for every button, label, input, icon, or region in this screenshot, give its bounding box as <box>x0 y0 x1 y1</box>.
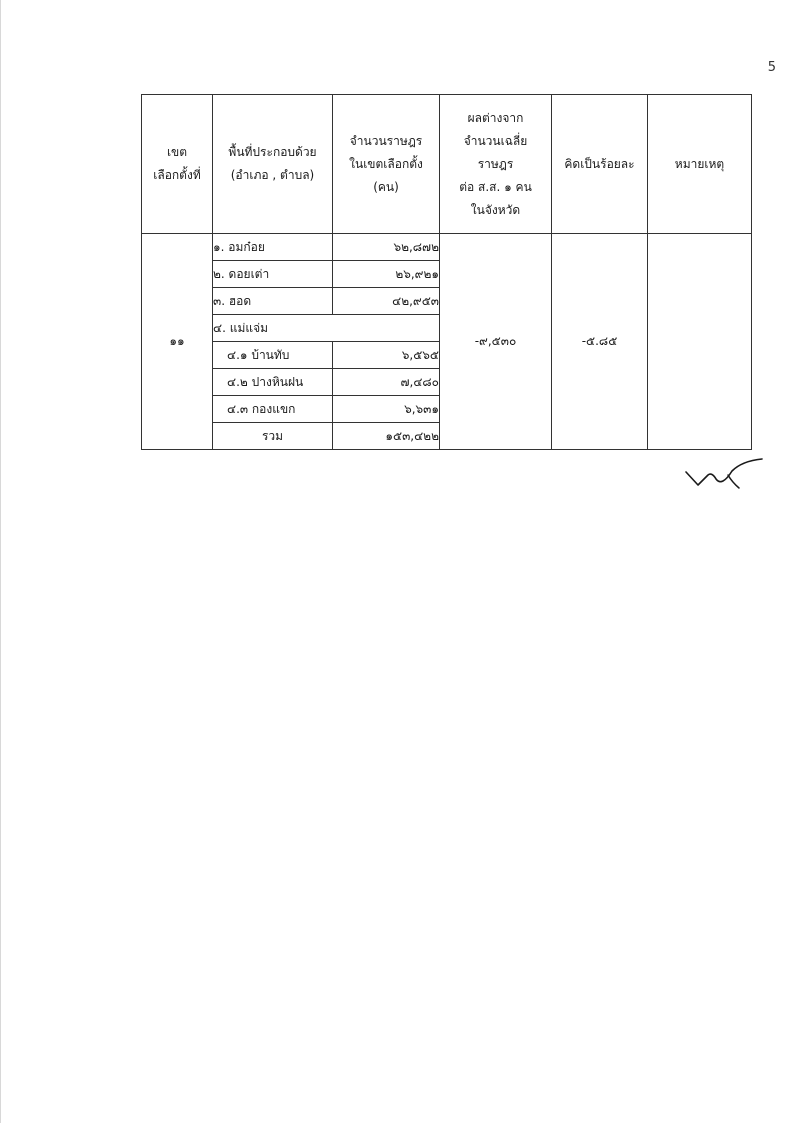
header-percent: คิดเป็นร้อยละ <box>552 95 648 234</box>
subarea-cell: ๔.๑ บ้านทับ <box>213 342 333 369</box>
population-cell: ๔๒,๙๕๓ <box>333 288 440 315</box>
total-label: รวม <box>213 423 333 450</box>
area-cell: ๓. ฮอด <box>213 288 333 315</box>
signature-mark <box>682 455 766 495</box>
table-row <box>142 234 752 261</box>
district-number-cell: ๑๑ <box>142 234 213 450</box>
area-cell: ๒. ดอยเต่า <box>213 261 333 288</box>
population-cell: ๒๖,๙๒๑ <box>333 261 440 288</box>
header-row <box>142 95 752 234</box>
header-district: เขต เลือกตั้งที่ <box>142 95 213 234</box>
total-value: ๑๕๓,๔๒๒ <box>333 423 440 450</box>
subarea-cell: ๔.๒ ปางหินฝน <box>213 369 333 396</box>
subarea-cell: ๔.๓ กองแขก <box>213 396 333 423</box>
area-cell: ๑. อมก๋อย <box>213 234 333 261</box>
population-cell: ๖,๖๓๑ <box>333 396 440 423</box>
population-cell: ๖,๕๖๕ <box>333 342 440 369</box>
percent-cell: -๕.๘๕ <box>552 234 648 450</box>
header-population: จำนวนราษฎร ในเขตเลือกตั้ง (คน) <box>333 95 440 234</box>
difference-cell: -๙,๕๓๐ <box>440 234 552 450</box>
district-table <box>141 94 752 450</box>
remark-cell <box>648 234 752 450</box>
page-left-edge <box>0 0 1 1123</box>
header-area: พื้นที่ประกอบด้วย (อำเภอ , ตำบล) <box>213 95 333 234</box>
page-number: 5 <box>767 60 776 75</box>
population-cell: ๖๒,๘๗๒ <box>333 234 440 261</box>
header-difference: ผลต่างจาก จำนวนเฉลี่ย ราษฎร ต่อ ส.ส. ๑ คน ในจังหวัด <box>440 95 552 234</box>
area-group-cell: ๔. แม่แจ่ม <box>213 315 440 342</box>
header-remark: หมายเหตุ <box>648 95 752 234</box>
population-cell: ๗,๔๘๐ <box>333 369 440 396</box>
